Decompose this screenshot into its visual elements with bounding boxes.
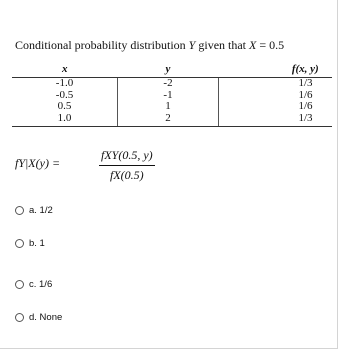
table-cell: 1.0 [12,113,118,127]
option-label: a. 1/2 [29,205,53,216]
formula-numerator: fXY(0.5, y) [99,148,155,166]
column-header-fxy: f(x, y) [219,62,333,78]
table-header-row [12,62,332,78]
title-variable-x: X [249,38,257,52]
formula-lhs: fY|X(y) = [15,156,61,170]
title-condition-value: = 0.5 [256,38,285,52]
radio-button[interactable] [15,239,24,248]
distribution-table [12,62,332,127]
table-cell: -1.0 [55,77,74,89]
option-label: b. 1 [29,238,45,249]
option-a[interactable] [15,205,53,216]
radio-button[interactable] [15,280,24,289]
table-row [12,101,332,113]
title-variable-y: Y [188,38,196,52]
formula-denominator: fX(0.5) [110,168,144,182]
column-header-y: y [118,62,219,78]
radio-button[interactable] [15,313,24,322]
option-label: d. None [29,312,63,323]
question-title [15,38,284,53]
radio-button[interactable] [15,206,24,215]
title-text: Conditional probability distribution [15,38,189,52]
table-cell: 2 [118,113,219,127]
table-row [12,113,332,127]
table-cell: -2 [118,78,219,90]
table-cell: 1/6 [298,100,313,112]
formula-fraction [99,148,155,183]
table-row [12,78,332,90]
table-cell: 1/3 [298,77,313,89]
table-cell: 1/6 [298,88,313,101]
table-cell: 1 [118,101,219,113]
option-c[interactable] [15,279,52,290]
option-b[interactable] [15,238,45,249]
table-cell: -1 [118,90,219,102]
table-cell: -0.5 [55,88,74,101]
table-cell: 1/3 [219,113,333,127]
option-label: c. 1/6 [29,279,53,290]
table-cell: 0.5 [57,100,72,112]
column-header-x: x [12,62,118,78]
option-d[interactable] [15,312,62,323]
title-text-middle: given that [195,38,250,52]
